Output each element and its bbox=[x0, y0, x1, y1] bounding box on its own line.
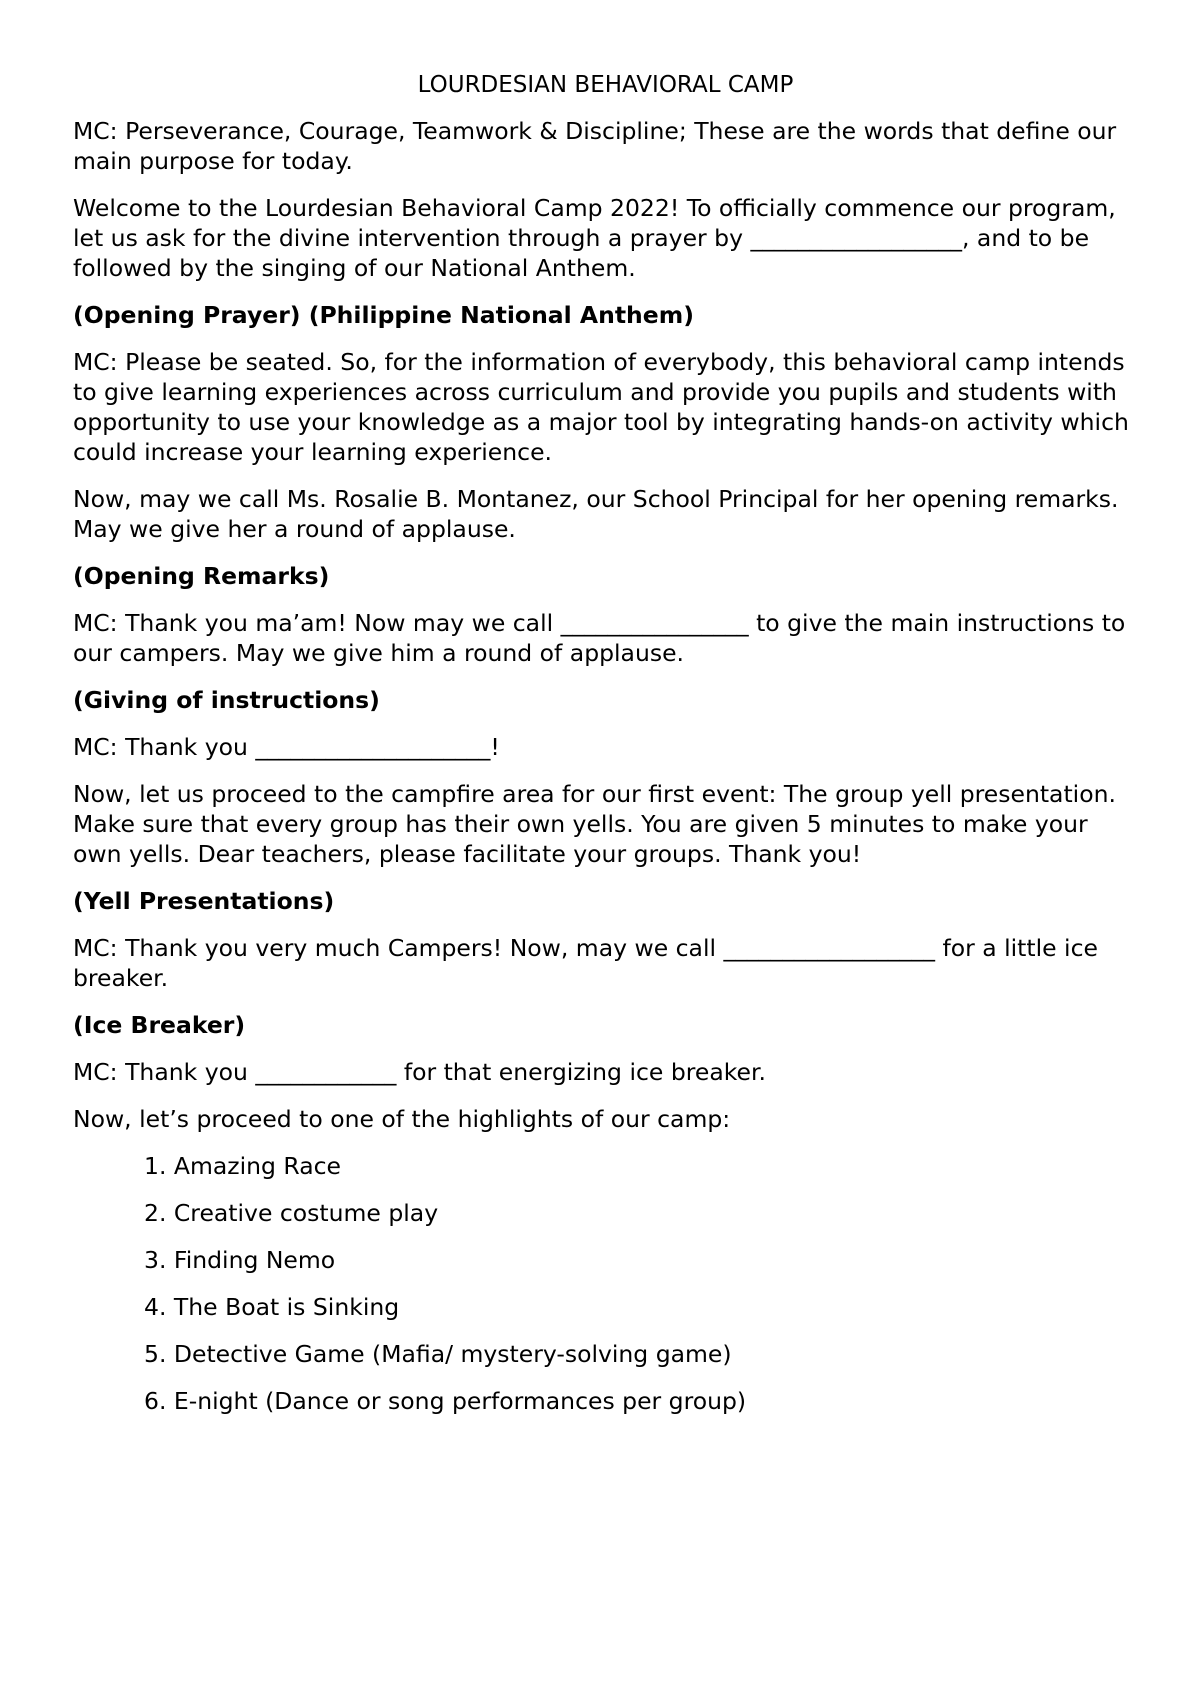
document-title: LOURDESIAN BEHAVIORAL CAMP bbox=[417, 72, 794, 98]
list-item: 1. Amazing Race bbox=[144, 1152, 341, 1180]
heading-opening-prayer: (Opening Prayer) (Philippine National Anthem) bbox=[73, 301, 694, 329]
heading-opening-remarks: (Opening Remarks) bbox=[73, 562, 330, 590]
paragraph-thank-instructor: MC: Thank you ____________________! bbox=[73, 733, 500, 761]
heading-giving-instructions: (Giving of instructions) bbox=[73, 686, 380, 714]
paragraph-camp-purpose: MC: Please be seated. So, for the information of everybody, this behavioral camp intends to give learning experiences across curriculum and provide you pupils and students with opportunity to use your knowledge as a major tool by integrating hands-on activity which could increase your learning experience. bbox=[73, 348, 1129, 466]
heading-yell-presentations: (Yell Presentations) bbox=[73, 887, 335, 915]
document-page bbox=[73, 70, 1138, 1433]
paragraph-welcome: Welcome to the Lourdesian Behavioral Camp 2022! To officially commence our program, let us ask for the divine intervention through a prayer by __________________, and to be followed by the singing of our National Anthem. bbox=[73, 194, 1116, 282]
list-item: 4. The Boat is Sinking bbox=[144, 1293, 400, 1321]
list-item: 5. Detective Game (Mafia/ mystery-solving game) bbox=[144, 1340, 732, 1368]
paragraph-campfire-event: Now, let us proceed to the campfire area for our first event: The group yell presentation. Make sure that every group has their own yells. You are given 5 minutes to make your own yells. Dear teachers, please facilitate your groups. Thank you! bbox=[73, 780, 1116, 868]
activities-list bbox=[73, 1151, 1138, 1416]
list-item: 6. E-night (Dance or song performances per group) bbox=[144, 1387, 747, 1415]
paragraph-intro-values: MC: Perseverance, Courage, Teamwork & Discipline; These are the words that define our main purpose for today. bbox=[73, 117, 1117, 175]
paragraph-thank-ice-breaker: MC: Thank you ____________ for that energizing ice breaker. bbox=[73, 1058, 766, 1086]
paragraph-call-ice-breaker: MC: Thank you very much Campers! Now, may we call __________________ for a little ice breaker. bbox=[73, 934, 1098, 992]
paragraph-highlights-intro: Now, let’s proceed to one of the highlights of our camp: bbox=[73, 1105, 731, 1133]
paragraph-call-instructor: MC: Thank you ma’am! Now may we call ________________ to give the main instructions to our campers. May we give him a round of applause. bbox=[73, 609, 1126, 667]
list-item: 3. Finding Nemo bbox=[144, 1246, 336, 1274]
list-item: 2. Creative costume play bbox=[144, 1199, 439, 1227]
paragraph-call-principal: Now, may we call Ms. Rosalie B. Montanez, our School Principal for her opening remarks. May we give her a round of applause. bbox=[73, 485, 1119, 543]
heading-ice-breaker: (Ice Breaker) bbox=[73, 1011, 246, 1039]
